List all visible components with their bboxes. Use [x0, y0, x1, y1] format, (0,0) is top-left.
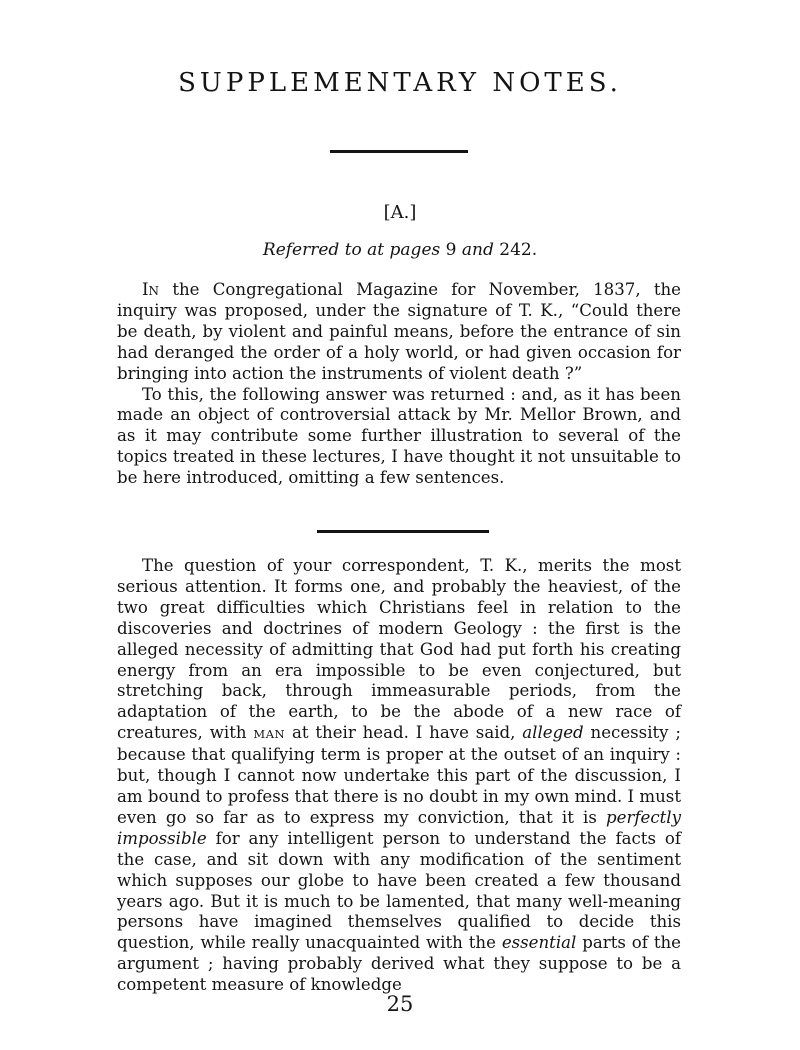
man-smallcaps: MAN — [253, 727, 286, 742]
body-text-5: parts of the argument ; having probably derived what they suppose to be a competent measure of knowledge — [117, 933, 681, 995]
perfectly-impossible-italic: perfectly impossible — [117, 807, 681, 848]
page-heading: SUPPLEMENTARY NOTES. — [178, 68, 622, 98]
intro-paragraph-1-text: the Congregational Magazine for November, 1837, the inquiry was proposed, under the signature of T. K., “Could there be death, by violent and painful means, before the entrance of sin had deranged the order of a holy world, or had given occasion for bringing into action the instruments of violent death ?” — [117, 280, 682, 383]
intro-section — [117, 280, 681, 489]
body-text-4: for any intelligent person to understand the facts of the case, and sit down with any modification of the sentiment which supposes our globe to have been created a few thousand years ago. But it is much to be lamented, that many well-meaning persons have imagined themselves qualified to decide this question, while really unacquainted with the — [117, 828, 681, 953]
reference-prefix: Referred to at pages — [262, 240, 441, 260]
body-text-1: The question of your correspondent, T. K., merits the most serious attention. It forms one, and probably the heaviest, of the two great difficulties which Christians feel in relation to the discoveries and doctrines of modern Geology : the first is the alleged necessity of admitting that God had put forth his creating energy from an era impossible to be even conjectured, but stretching back, through immeasurable periods, from the adaptation of the earth, to be the abode of a new race of creatures, with — [117, 556, 681, 743]
reference-page-2: 242. — [499, 240, 538, 260]
page-number: 25 — [386, 992, 414, 1016]
body-section — [117, 556, 681, 996]
heading-divider — [330, 150, 468, 153]
intro-paragraph-2: To this, the following answer was returned : and, as it has been made an object of controversial attack by Mr. Mellor Brown, and as it may contribute some further illustration to several of the topics treated in these lectures, I have thought it not unsuitable to be here introduced, omitting a few sentences. — [117, 384, 681, 488]
note-label: [A.] — [383, 202, 417, 223]
section-divider — [317, 530, 489, 533]
body-text-2: at their head. I have said, — [291, 723, 516, 743]
essential-italic: essential — [501, 933, 577, 953]
body-paragraph — [117, 556, 681, 996]
intro-paragraph-1 — [117, 280, 681, 385]
reference-line — [0, 240, 800, 260]
dropcap-word: In — [142, 280, 160, 299]
body-text-3: necessity ; because that qualifying term is proper at the outset of an inquiry : but, though I cannot now undertake this part of the discussion, I am bound to profess that there is no doubt in my own mind. I must even go so far as to express my conviction, that it is — [117, 723, 681, 827]
reference-page-1: 9 — [445, 240, 457, 260]
alleged-italic: alleged — [522, 723, 584, 743]
reference-connector: and — [461, 240, 494, 260]
